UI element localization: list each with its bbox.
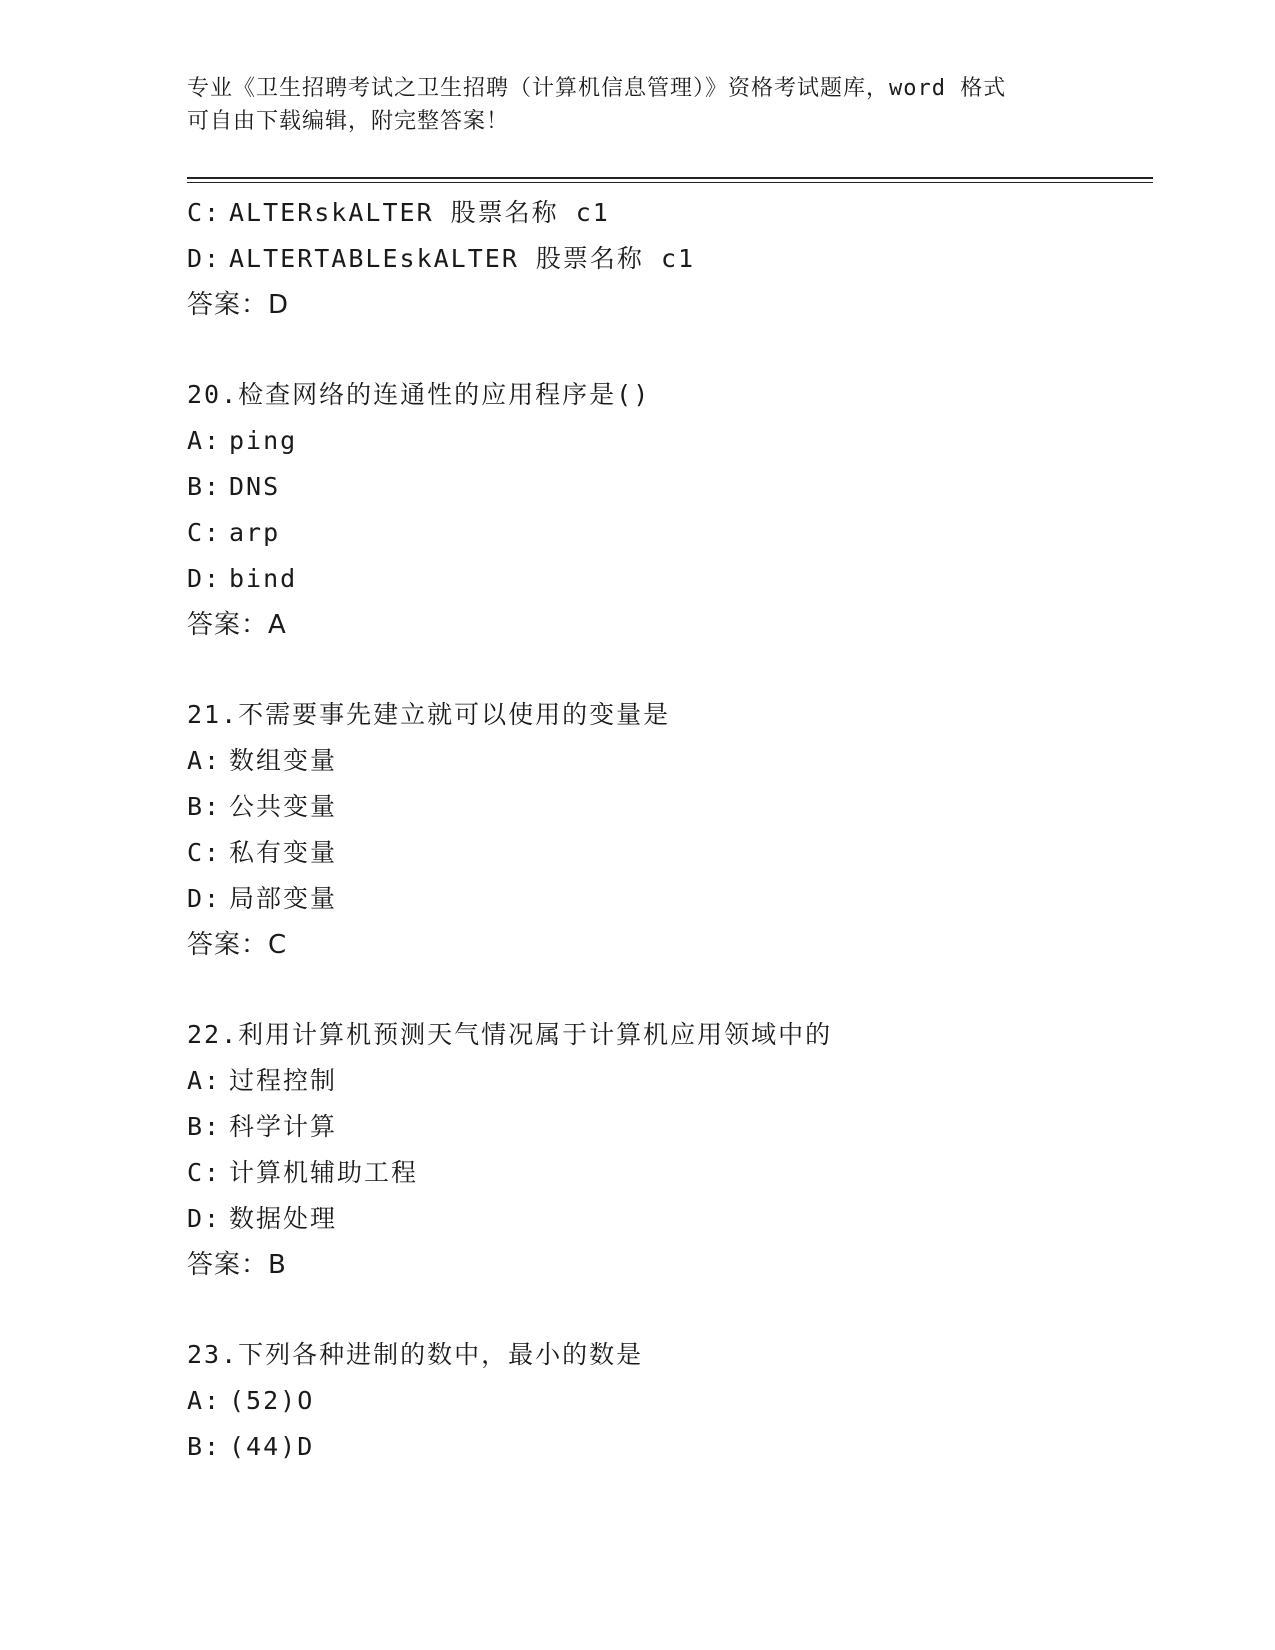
option-text: DNS: [229, 472, 281, 501]
option-text: 计算机辅助工程: [229, 1158, 419, 1187]
option-text: 科学计算: [229, 1112, 338, 1141]
option-c: [187, 830, 1147, 876]
header-divider-thin: [187, 182, 1153, 183]
question-list: [187, 190, 1147, 1470]
answer-line: 答案：D: [187, 290, 290, 320]
option-label: A:: [187, 1386, 222, 1415]
option-label: D:: [187, 564, 222, 593]
option-b: [187, 1104, 1147, 1150]
option-label: C:: [187, 198, 222, 227]
option-text: 数据处理: [229, 1204, 338, 1233]
option-c: [187, 510, 1147, 556]
option-label: B:: [187, 1112, 222, 1141]
option-a: [187, 418, 1147, 464]
question-20: [187, 372, 1147, 648]
question-21: [187, 692, 1147, 968]
option-label: C:: [187, 1158, 222, 1187]
answer-line: 答案：A: [187, 610, 287, 640]
header-line-2: 可自由下载编辑，附完整答案！: [187, 109, 510, 134]
option-d: [187, 876, 1147, 922]
option-label: B:: [187, 792, 222, 821]
option-a: [187, 1058, 1147, 1104]
option-label: C:: [187, 518, 222, 547]
header-divider-thick: [187, 177, 1153, 179]
option-label: A:: [187, 426, 222, 455]
option-c: [187, 1150, 1147, 1196]
question-23: [187, 1332, 1147, 1470]
option-text: 过程控制: [229, 1066, 338, 1095]
option-text: ALTERTABLEskALTER 股票名称 c1: [229, 244, 696, 273]
option-text: arp: [229, 518, 281, 547]
option-text: (44)D: [229, 1432, 315, 1461]
option-text: 私有变量: [229, 838, 338, 867]
option-c: [187, 190, 1147, 236]
option-label: A:: [187, 1066, 222, 1095]
option-b: [187, 1424, 1147, 1470]
option-a: [187, 738, 1147, 784]
option-b: [187, 464, 1147, 510]
question-22: [187, 1012, 1147, 1288]
option-label: A:: [187, 746, 222, 775]
option-a: [187, 1378, 1147, 1424]
option-label: B:: [187, 472, 222, 501]
option-d: [187, 1196, 1147, 1242]
option-text: ping: [229, 426, 298, 455]
option-d: [187, 556, 1147, 602]
answer-line: 答案：B: [187, 1250, 287, 1280]
option-text: 数组变量: [229, 746, 338, 775]
answer-line: 答案：C: [187, 930, 288, 960]
option-text: bind: [229, 564, 298, 593]
option-text: 公共变量: [229, 792, 338, 821]
option-label: D:: [187, 1204, 222, 1233]
continued-question: [187, 190, 1147, 328]
option-label: B:: [187, 1432, 222, 1461]
question-stem: 21.不需要事先建立就可以使用的变量是: [187, 700, 671, 729]
option-text: (52)O: [229, 1386, 315, 1415]
option-label: D:: [187, 244, 222, 273]
document-header: [187, 72, 1067, 138]
question-stem: 23.下列各种进制的数中，最小的数是: [187, 1340, 644, 1369]
option-d: [187, 236, 1147, 282]
option-text: 局部变量: [229, 884, 338, 913]
option-b: [187, 784, 1147, 830]
question-stem: 20.检查网络的连通性的应用程序是(): [187, 380, 651, 409]
option-text: ALTERskALTER 股票名称 c1: [229, 198, 610, 227]
option-label: C:: [187, 838, 222, 867]
question-stem: 22.利用计算机预测天气情况属于计算机应用领域中的: [187, 1020, 833, 1049]
option-label: D:: [187, 884, 222, 913]
header-line-1: 专业《卫生招聘考试之卫生招聘（计算机信息管理）》资格考试题库，word 格式: [187, 76, 1007, 101]
